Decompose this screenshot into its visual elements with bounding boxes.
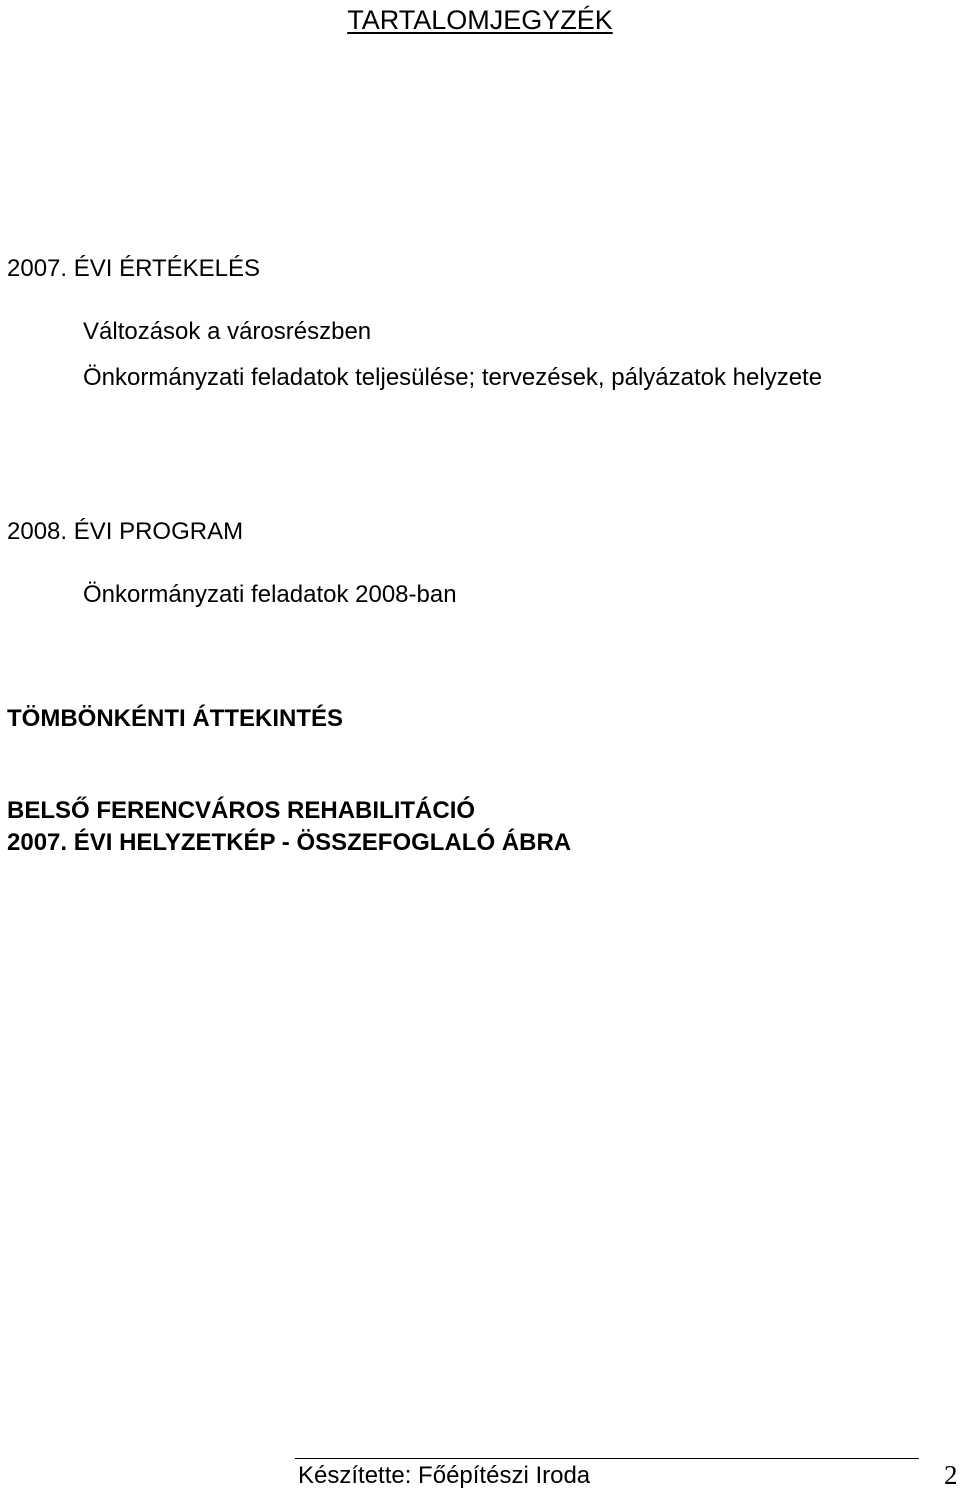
footer-prepared-by: Készítette: Főépítészi Iroda (298, 1462, 591, 1489)
footer-divider (295, 1458, 919, 1459)
document-title: TARTALOMJEGYZÉK (347, 5, 613, 35)
toc-item-tasks-2008: Önkormányzati feladatok 2008-ban (83, 581, 457, 608)
toc-item-changes: Változások a városrészben (83, 318, 372, 345)
rehab-summary-heading: 2007. ÉVI HELYZETKÉP - ÖSSZEFOGLALÓ ÁBRA (7, 829, 572, 856)
section-heading-2008-program: 2008. ÉVI PROGRAM (7, 518, 244, 545)
overview-heading: TÖMBÖNKÉNTI ÁTTEKINTÉS (7, 705, 343, 732)
page-number: 2 (944, 1460, 958, 1490)
toc-item-tasks-fulfilment: Önkormányzati feladatok teljesülése; tervezések, pályázatok helyzete (83, 364, 823, 391)
section-heading-2007-evaluation: 2007. ÉVI ÉRTÉKELÉS (7, 255, 261, 282)
rehab-heading: BELSŐ FERENCVÁROS REHABILITÁCIÓ (7, 797, 476, 824)
